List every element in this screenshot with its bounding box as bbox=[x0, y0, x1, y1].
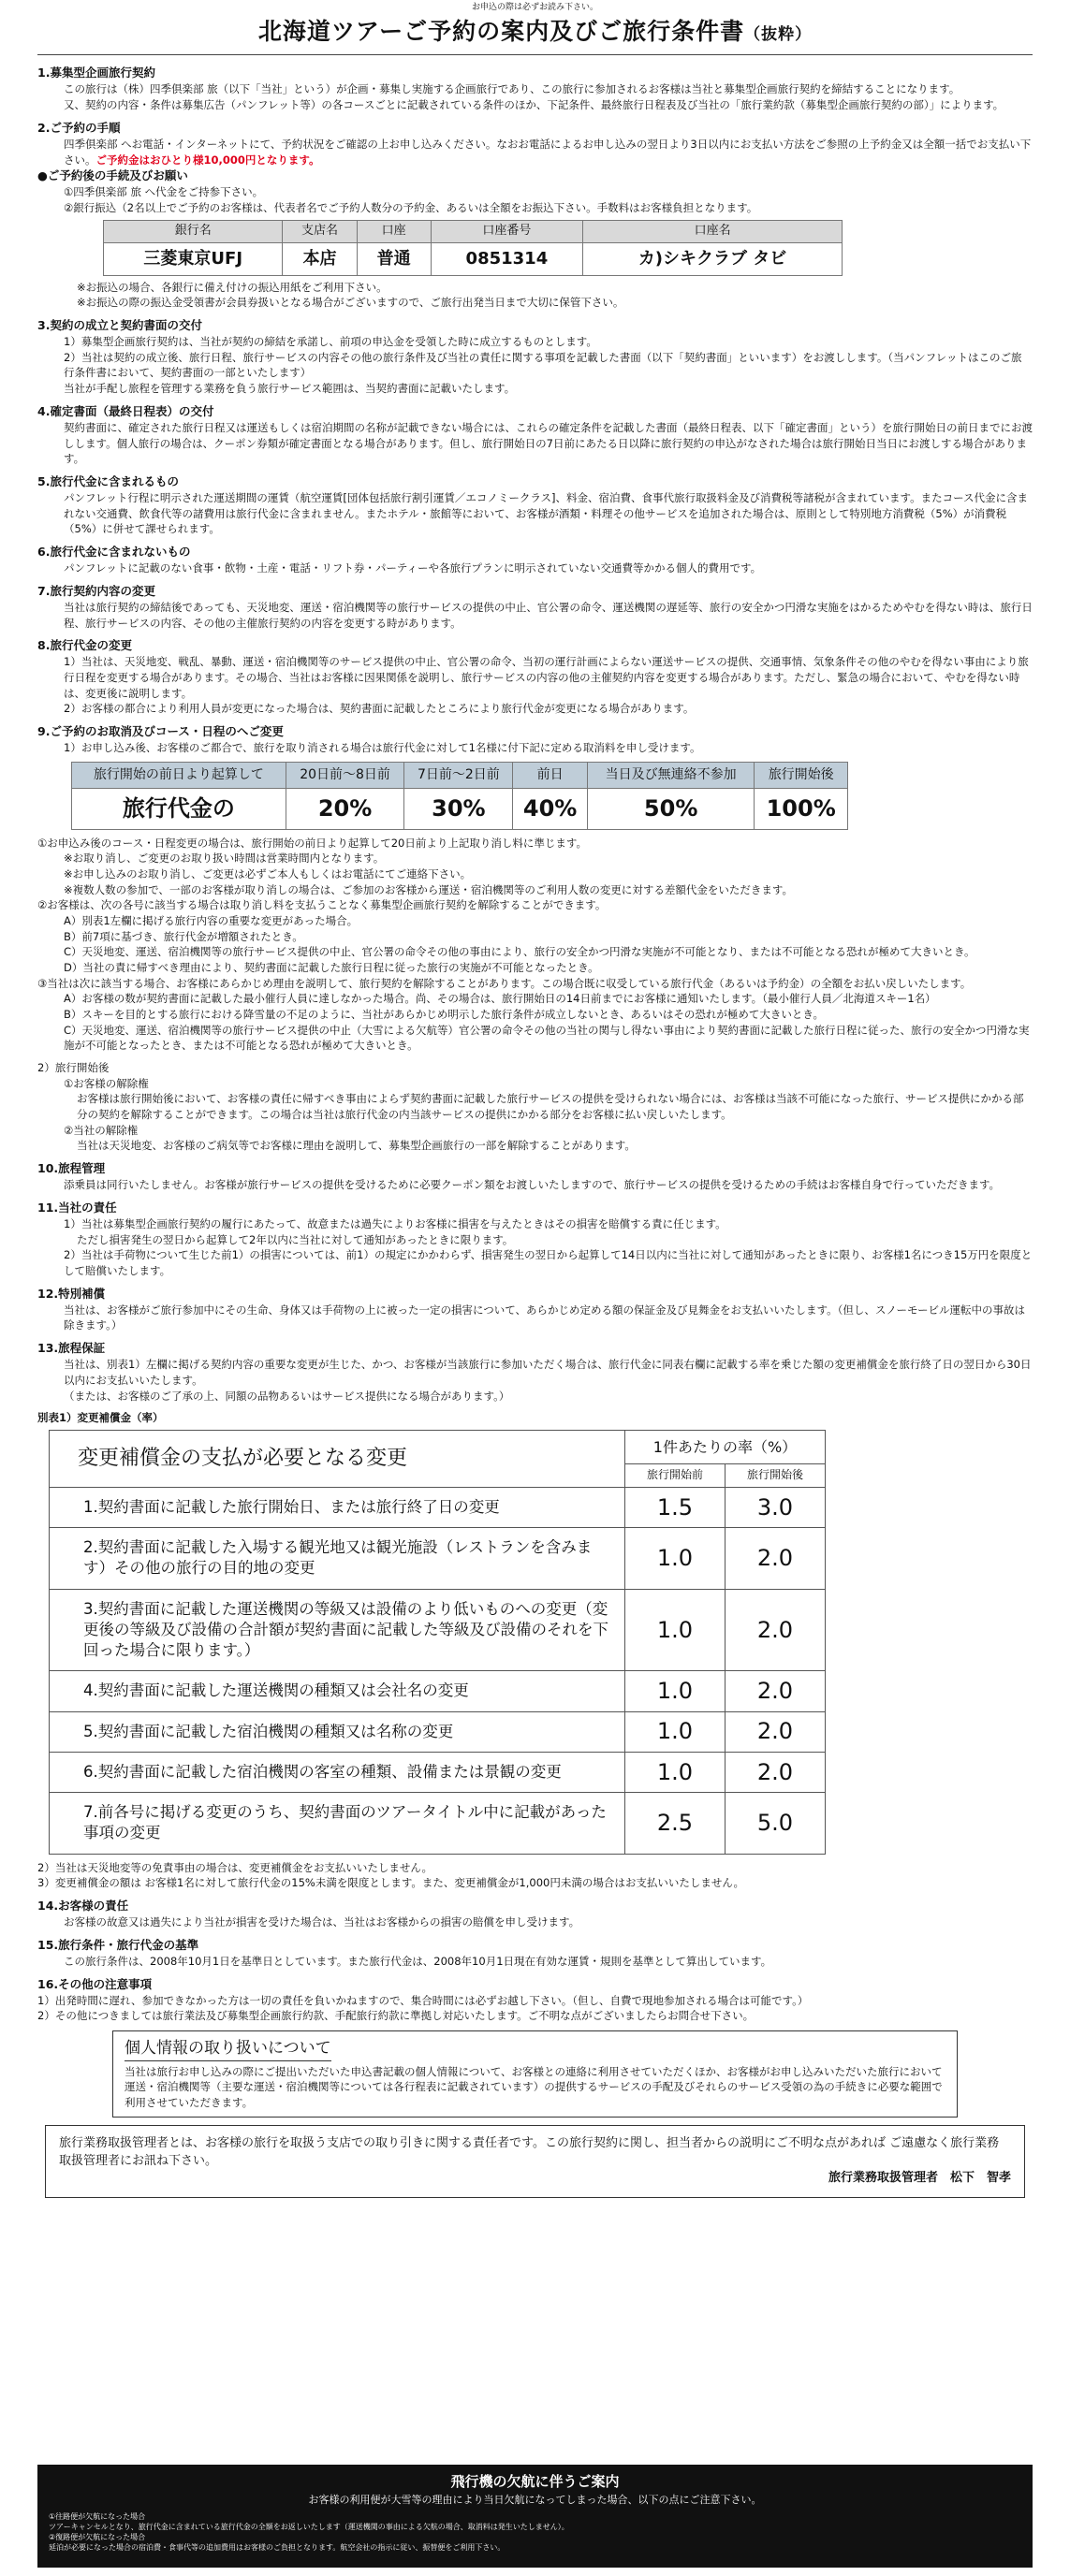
table-row: 7.前各号に掲げる変更のうち、契約書面のツアータイトル中に記載があった事項の変更 2.5 5.0 bbox=[50, 1793, 826, 1855]
manager-signature: 旅行業務取扱管理者 松下 智孝 bbox=[828, 2171, 1011, 2186]
section-8: 8.旅行代金の変更 1）当社は、天災地変、戦乱、暴動、運送・宿泊機関等のサービス提供の中止、官公署の命令、当初の運行計画によらない運送サービスの提供、交通事情、気象条件その他のやむを得ない事由により旅行日程を変更する場合があります。その場合、当社はお客様に因果関係を説明し、旅行サービスの内容の他の主催契約内容を変更する場合があります。ただし、緊急の場合において、やむを得ない時は、変更後に説明します。 2）お客様の都合により利用人員が変更になった場合は、契約書面に記載したところにより旅行代金が変更になる場合があります。 bbox=[37, 638, 1029, 716]
cancellation-table: 旅行開始の前日より起算して 20日前〜8日前 7日前〜2日前 前日 当日及び無連絡不参加 旅行開始後 旅行代金の 20% 30% 40% 50% 100% bbox=[71, 762, 848, 830]
section-12: 12.特別補償 当社は、お客様がご旅行参加中にその生命、身体又は手荷物の上に被った一定の損害について、あらかじめ定める額の保証金及び見舞金をお支払いいたします。（但し、スノーモービル運転中の事故は除きます。） bbox=[37, 1286, 1026, 1332]
table-row: 6.契約書面に記載した宿泊機関の客室の種類、設備または景観の変更 1.0 2.0 bbox=[50, 1752, 826, 1792]
bank-table: 銀行名 支店名 口座 口座番号 口座名 三菱東京UFJ 本店 普通 0851314 カ)シキクラブ タビ bbox=[103, 220, 843, 276]
manager-box: 旅行業務取扱管理者とは、お客様の旅行を取扱う支店での取り引きに関する責任者です。この旅行契約に関し、担当者からの説明にご不明な点があれば ご遠慮なく旅行業務取扱管理者にお訊ね下さい。 旅行業務取扱管理者 松下 智孝 bbox=[45, 2125, 1025, 2199]
section-14: 14.お客様の責任 お客様の故意又は過失により当社が損害を受けた場合は、当社はお客様からの損害の賠償を申し受けます。 bbox=[37, 1899, 580, 1929]
title-rule bbox=[37, 54, 1033, 55]
section-3: 3.契約の成立と契約書面の交付 1）募集型企画旅行契約は、当社が契約の締結を承諾し、前項の申込金を受領した時に成立するものとします。 2）当社は契約の成立後、旅行日程、旅行サービスの内容その他の旅行条件及び当社の責任に関する事項を記載した書面（以下「契約書面」といいます）をお渡しします。（当パンフレットはこのご旅行条件書において、契約書面の一部といたします） 当社が手配し旅程を管理する業務を負う旅行サービス範囲は、当契約書面に記載いたします。 bbox=[37, 317, 1022, 396]
flight-cancellation-footer: 飛行機の欠航に伴うご案内 お客様の利用便が大雪等の理由により当日欠航になってしまった場合、以下の点にご注意下さい。 ①往路便が欠航になった場合 ツアーキャンセルとなり、旅行代金に含まれている旅行代金の全額をお返しいたします（運送機関の事由による欠航の場合、取消料は発生いたしません）。 ②復路便が欠航になった場合 延泊が必要になった場合の宿泊費・食事代等の追加費用はお客様のご負担となります。航空会社の指示に従い、振替便をご利用下さい。 bbox=[37, 2465, 1033, 2568]
table-row: 4.契約書面に記載した運送機関の種類又は会社名の変更 1.0 2.0 bbox=[50, 1671, 826, 1711]
section-6: 6.旅行代金に含まれないもの パンフレットに記載のない食事・飲物・土産・電話・リフト券・パーティーや各旅行プランに明示されていない交通費等かかる個人的費用です。 bbox=[37, 545, 762, 575]
table-row: 5.契約書面に記載した宿泊機関の種類又は名称の変更 1.0 2.0 bbox=[50, 1711, 826, 1752]
section-10: 10.旅程管理 添乗員は同行いたしません。お客様が旅行サービスの提供を受けるために必要クーポン類をお渡しいたしますので、旅行サービスの提供を受けるための手続はお客様自身で行っていただきます。 bbox=[37, 1161, 1001, 1192]
section-5: 5.旅行代金に含まれるもの パンフレット行程に明示された運送期間の運賃（航空運賃[団体包括旅行割引運賃／エコノミークラス]、料金、宿泊費、食事代旅行取扱料金及び消費税等諸税が含まれています。またコース代金に含まれない交通費、飲食代等の諸費用は旅行代金に含まれません。またホテル・旅館等において、お客様が酒類・料理その他サービスを追加された場合は、原則として特別地方消費税（5%）が消費税（5%）に併せて課せられます。 bbox=[37, 473, 1029, 536]
compensation-notes: 2）当社は天災地変等の免責事由の場合は、変更補償金をお支払いいたしません。 3）変更補償金の額は お客様1名に対して旅行代金の15%未満を限度とします。また、変更補償金が1,000円未満の場合はお支払いいたしません。 bbox=[37, 1860, 745, 1890]
compensation-table: 変更補償金の支払が必要となる変更 1件あたりの率（%） 旅行開始前 旅行開始後 1.契約書面に記載した旅行開始日、または旅行終了日の変更 1.5 3.0 2.契約書面に記載した入場する観光地又は観光施設（レストランを含みます）その他の旅行の目的地の変更 1.0 2.0 3.契約書面に記載した運送機関の等級又は設備のより低いものへの変更（変更後の等級及び設備の合計額が契約書面に記載した等級及び設備のそれを下回った場合に限ります。） 1.0 2.0 4.契約書面に記載した運送機関の種類又は会社名の変更 1.0 2.0 5.契約書面に記載した宿泊機関の種類又は名称の変更 1.0 2.0 6.契約書面に記載した宿泊機関の客室の種類、設備または景観の変更 1.0 2.0 7.前各号に掲げる変更のうち、契約書面のツアータイトル中に記載があった事項の変更 2.5 5.0 bbox=[49, 1430, 826, 1855]
section-16: 16.その他の注意事項 1）出発時間に遅れ、参加できなかった方は一切の責任を負いかねますので、集合時間には必ずお越し下さい。（但し、自費で現地参加される場合は可能です。） 2）その他につきましては旅行業法及び募集型企画旅行約款、手配旅行約款に準拠し対応いたします。ご不明な点がございましたらお問合せ下さい。 bbox=[37, 1976, 809, 2023]
table-row: 3.契約書面に記載した運送機関の等級又は設備のより低いものへの変更（変更後の等級及び設備の合計額が契約書面に記載した等級及び設備のそれを下回った場合に限ります。） 1.0 2.0 bbox=[50, 1589, 826, 1671]
section-15: 15.旅行条件・旅行代金の基準 この旅行条件は、2008年10月1日を基準日としています。また旅行代金は、2008年10月1日現在有効な運賃・規則を基準として算出しています。 bbox=[37, 1937, 772, 1968]
top-note: お申込の際は必ずお読み下さい。 bbox=[471, 3, 598, 12]
compensation-caption: 別表1）変更補償金（率） bbox=[37, 1411, 164, 1425]
section-after-start: 2）旅行開始後 ①お客様の解除権 お客様は旅行開始後において、お客様の責任に帰すべき事由によらず契約書面に記載した旅行サービスの提供を受けられない場合には、お客様は当該不可能になった旅行、サービス提供にかかる部分の契約を解除することができます。この場合は当社は旅行代金の内当該サービスの提供にかかる部分をお客様に払い戻しいたします。 ②当社の解除権 当社は天災地変、お客様のご病気等でお客様に理由を説明して、募集型企画旅行の一部を解除することがあります。 bbox=[37, 1061, 1024, 1153]
section-13: 13.旅程保証 当社は、別表1）左欄に掲げる契約内容の重要な変更が生じた、かつ、お客様が当該旅行に参加いただく場合は、旅行代金に同表右欄に記載する率を乗じた額の変更補償金を旅行終了日の翌日から30日以内にお支払いいたします。 （または、お客様のご了承の上、同額の品物あるいはサービス提供になる場合があります。） bbox=[37, 1341, 1032, 1403]
section-1: 1.募集型企画旅行契約 この旅行は（株）四季倶楽部 旅（以下「当社」という）が企画・募集し実施する企画旅行であり、この旅行に参加されるお客様は当社と募集型企画旅行契約を締結することになります。 又、契約の内容・条件は募集広告（パンフレット等）の各コースごとに記載されている条件のほか、下記条件、最終旅行日程表及び当社の「旅行業約款（募集型企画旅行契約の部）」によります。 bbox=[37, 65, 1004, 112]
section-4: 4.確定書面（最終日程表）の交付 契約書面に、確定された旅行日程又は運送もしくは宿泊期間の名称が記載できない場合には、これらの確定条件を記載した書面（最終日程表、以下「確定書面」という）を旅行開始日の前日までにお渡しします。個人旅行の場合は、クーポン券類が確定書面となる場合があります。但し、旅行開始日の7日前にあたる日以降に旅行契約の申込がなされた場合は旅行開始日当日にお渡しする場合があります。 bbox=[37, 403, 1033, 466]
section-2: 2.ご予約の手順 四季倶楽部 へお電話・インターネットにて、予約状況をご確認の上お申し込みください。なおお電話によるお申し込みの翌日より3日以内にお支払い方法をご参照の上予約金又は全額一括でお支払い下さい。ご予約金はおひとり様10,000円となります。 ●ご予約後の手続及びお願い ①四季倶楽部 旅 へ代金をご持参下さい。 ②銀行振込（2名以上でご予約のお客様は、代表者名でご予約人数分の予約金、あるいは全額をお振込下さい。手数料はお客様負担となります。 銀行名 支店名 口座 口座番号 口座名 三菱東京UFJ 本店 普通 0851314 カ)シキクラブ タビ ※お振込の場合、各銀行に備え付けの振込用紙をご利用下さい。 ※お振込の際の振込金受領書が会員券扱いとなる場合がございますので、ご旅行出発当日まで大切に保管下さい。 bbox=[37, 120, 1032, 310]
privacy-box: 個人情報の取り扱いについて 当社は旅行お申し込みの際にご提出いただいた申込書記載の個人情報について、お客様との連絡に利用させていただくほか、お客様がお申し込みいただいた旅行において運送・宿泊機関等（主要な運送・宿泊機関等については各行程表に記載されています）の提供するサービスの手配及びそれらのサービス受領の為の手続きに必要な範囲で利用させていただきます。 bbox=[112, 2030, 958, 2118]
section-9: 9.ご予約のお取消及びコース・日程のへご変更 1）お申し込み後、お客様のご都合で、旅行を取り消される場合は旅行代金に対して1名様に付下記に定める取消料を申し受けます。 旅行開始の前日より起算して 20日前〜8日前 7日前〜2日前 前日 当日及び無連絡不参加 旅行開始後 旅行代金の 20% 30% 40% 50% 100% ①お申込み後のコース・日程変更の場合は、旅行開始の前日より起算して20日前より上記取り消し料に準じます。 ※お取り消し、ご変更のお取り扱い時間は営業時間内となります。 ※お申し込みのお取り消し、ご変更は必ずご本人もしくはお電話にてご連絡下さい。 ※複数人数の参加で、一部のお客様が取り消しの場合は、ご参加のお客様から運送・宿泊機関等のご利用人数の変更に対する差額代金をいただきます。 ②お客様は、次の各号に該当する場合は取り消し料を支払うことなく募集型企画旅行契約を解除することができます。 A）別表1左欄に掲げる旅行内容の重要な変更があった場合。 B）前7項に基づき、旅行代金が増額されたとき。 C）天災地変、運送、宿泊機関等の旅行サービス提供の中止、官公署の命令その他の事由により、旅行の安全かつ円滑な実施が不可能となり、または不可能となる恐れが極めて大きいとき。 D）当社の責に帰すべき理由により、契約書面に記載した旅行日程に従った旅行の実施が不可能となったとき。 ③当社は次に該当する場合、お客様にあらかじめ理由を説明して、旅行契約を解除することがあります。この場合既に収受している旅行代金（あるいは予約金）の全額をお払い戻しいたします。 A）お客様の数が契約書面に記載した最小催行人員に達しなかった場合。尚、その場合は、旅行開始日の14日前までにお客様に通知いたします。（最小催行人員／北海道スキー1名） B）スキーを目的とする旅行における降雪量の不足のように、当社があらかじめ明示した旅行条件が成立しないとき、あるいはその恐れが極めて大きいとき。 C）天災地変、運送、宿泊機関等の旅行サービス提供の中止（大雪による欠航等）官公署の命令その他の当社の関与し得ない事由により契約書面に記載した旅行日程に従った、旅行の安全かつ円滑な実施が不可能となったとき、または不可能となる恐れが極めて大きいとき。 bbox=[37, 724, 1030, 1053]
section-11: 11.当社の責任 1）当社は募集型企画旅行契約の履行にあたって、故意または過失によりお客様に損害を与えたときはその損害を賠償する責に任じます。 ただし損害発生の翌日から起算して2年以内に当社に対して通知があったときに限ります。 2）当社は手荷物について生じた前1）の損害については、前1）の規定にかかわらず、損害発生の翌日から起算して14日以内に当社に対して通知があったときに限り、お客様1名につき15万円を限度として賠償いたします。 bbox=[37, 1200, 1033, 1277]
page-title: 北海道ツアーご予約の案内及びご旅行条件書（抜粋） bbox=[257, 18, 813, 45]
table-row: 2.契約書面に記載した入場する観光地又は観光施設（レストランを含みます）その他の旅行の目的地の変更 1.0 2.0 bbox=[50, 1528, 826, 1590]
section-7: 7.旅行契約内容の変更 当社は旅行契約の締結後であっても、天災地変、運送・宿泊機関等の旅行サービスの提供の中止、官公署の命令、運送機関の遅延等、旅行の安全かつ円滑な実施をはかるためやむを得ない時は、旅行日程、旅行サービスの内容、その他の主催旅行契約の内容を変更する時があります。 bbox=[37, 583, 1033, 630]
table-row: 1.契約書面に記載した旅行開始日、または旅行終了日の変更 1.5 3.0 bbox=[50, 1487, 826, 1527]
